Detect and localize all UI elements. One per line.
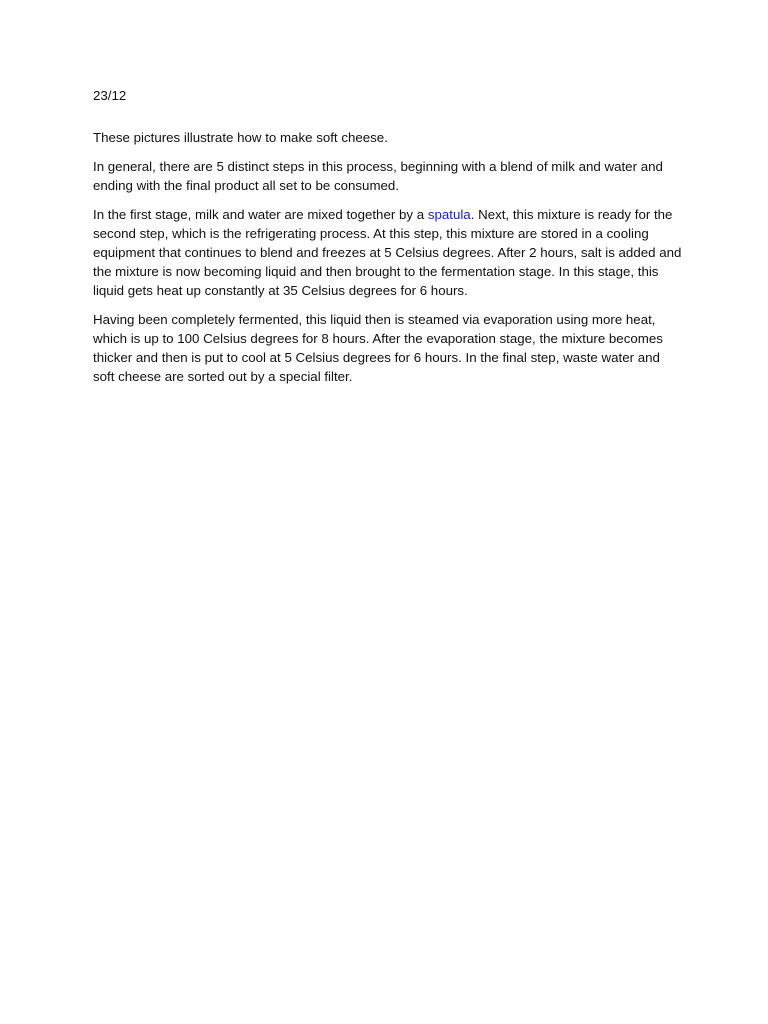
- stage-text-before-link: In the first stage, milk and water are mixed together by a: [93, 207, 428, 222]
- overview-paragraph: In general, there are 5 distinct steps in this process, beginning with a blend of milk and water and ending with the final product all set to be consumed.: [93, 159, 663, 193]
- intro-paragraph: These pictures illustrate how to make soft cheese.: [93, 130, 388, 145]
- spatula-link[interactable]: spatula: [427, 207, 471, 222]
- date-heading: 23/12: [93, 88, 127, 103]
- stage-text-after-link: . Next, this mixture is ready for the second step, which is the refrigerating process. At this step, this mixture are stored in a cooling equipment that continues to blend and freezes at 5 Celsius degrees. After 2 hours, salt is added and the mixture is now becoming liquid and then brought to the fermentation stage. In this stage, this liquid gets heat up constantly at 35 Celsius degrees for 6 hours.: [93, 207, 682, 298]
- final-paragraph: Having been completely fermented, this liquid then is steamed via evaporation using more heat, which is up to 100 Celsius degrees for 8 hours. After the evaporation stage, the mixture becomes thicker and then is put to cool at 5 Celsius degrees for 6 hours. In the final step, waste water and soft cheese are sorted out by a special filter.: [93, 312, 663, 384]
- document-body: [93, 86, 683, 396]
- stage-paragraph: [93, 205, 683, 300]
